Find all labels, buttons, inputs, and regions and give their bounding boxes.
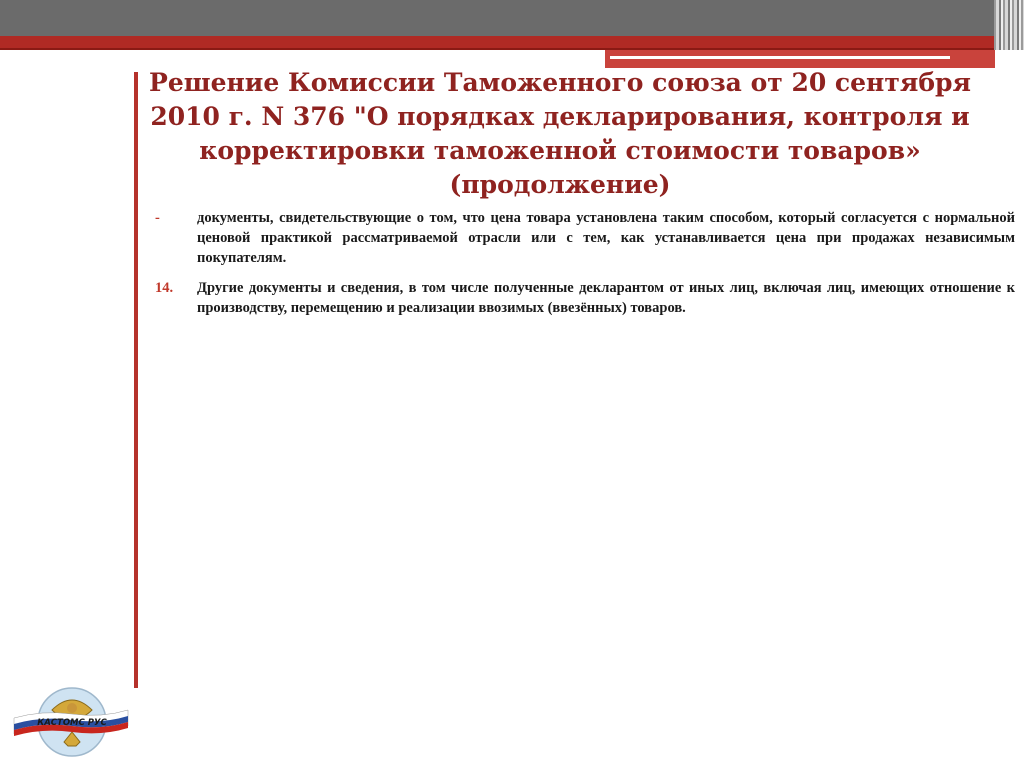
left-vertical-rule (134, 72, 138, 688)
list-marker: 14. (155, 280, 174, 296)
list-marker: - (155, 210, 160, 226)
list-item-text: документы, свидетельствующие о том, что цена товара установлена таким способом, который согласуется с нормальной ценовой практикой рассматриваемой отрасли или с тем, как устанавливается цена при продажах независимым покупателям. (197, 210, 1015, 266)
logo-banner-text: КАСТОМС РУС (37, 718, 107, 728)
list-item-text: Другие документы и сведения, в том числе полученные декларантом от иных лиц, включая лиц, имеющих отношение к производству, перемещению и реализации ввозимых (ввезённых) товаров. (197, 280, 1015, 316)
header-band (0, 0, 1024, 36)
list-item (155, 208, 1015, 268)
slide-body (155, 208, 1015, 328)
header-red-stripe (0, 36, 1024, 48)
corner-stripes (994, 0, 1024, 50)
eagle-head-icon (67, 703, 77, 713)
slide-title: Решение Комиссии Таможенного союза от 20 сентября 2010 г. N 376 "О порядках декларирования, контроля и корректировки таможенной стоимости товаров» (продолжение) (149, 68, 971, 199)
list-item (155, 278, 1015, 318)
customs-rus-logo (12, 680, 130, 760)
header-accent-line (610, 56, 950, 59)
